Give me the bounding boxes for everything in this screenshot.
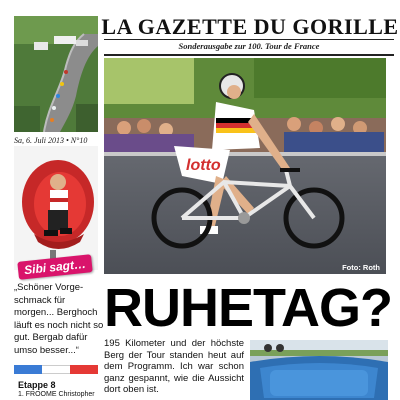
article-body: 195 Kilometer und der höchste Berg der Tour standen heut auf dem Programm. Ich war schon ganz gespannt, wie die Aussicht dort oben ist.	[104, 338, 244, 395]
masthead-title: LA GAZETTE DU GORILLE	[101, 14, 399, 39]
mountain-climb-photo	[14, 16, 98, 132]
rider-in-egg-chair-photo	[14, 146, 98, 270]
masthead-rule-top	[104, 39, 394, 40]
main-cyclist-photo	[104, 58, 386, 274]
rider-quote: „Schöner Vorge-schmack für morgen... Berghoch läuft es noch nicht so gut. Bergab dafür umso besser...“	[14, 282, 104, 356]
france-flag-bar	[14, 365, 98, 374]
dateline: Sa, 6. Juli 2013 • N°10	[14, 136, 88, 145]
headline: RUHETAG?	[104, 278, 392, 338]
sibi-sagt-badge: Sibi sagt…	[17, 254, 92, 280]
etappe-result: 1. FROOME Christopher	[18, 391, 95, 398]
flag-red-stripe	[70, 365, 98, 374]
flag-blue-stripe	[14, 365, 42, 374]
summit-view-photo	[250, 340, 388, 400]
masthead-rule-bottom	[104, 54, 394, 56]
jersey-lotto-text: lotto	[186, 157, 221, 174]
masthead-subtitle: Sonderausgabe zur 100. Tour de France	[178, 41, 320, 51]
etappe-label: Etappe 8	[18, 380, 56, 390]
photo-credit: Foto: Roth	[342, 263, 380, 272]
flag-white-stripe	[42, 365, 70, 374]
